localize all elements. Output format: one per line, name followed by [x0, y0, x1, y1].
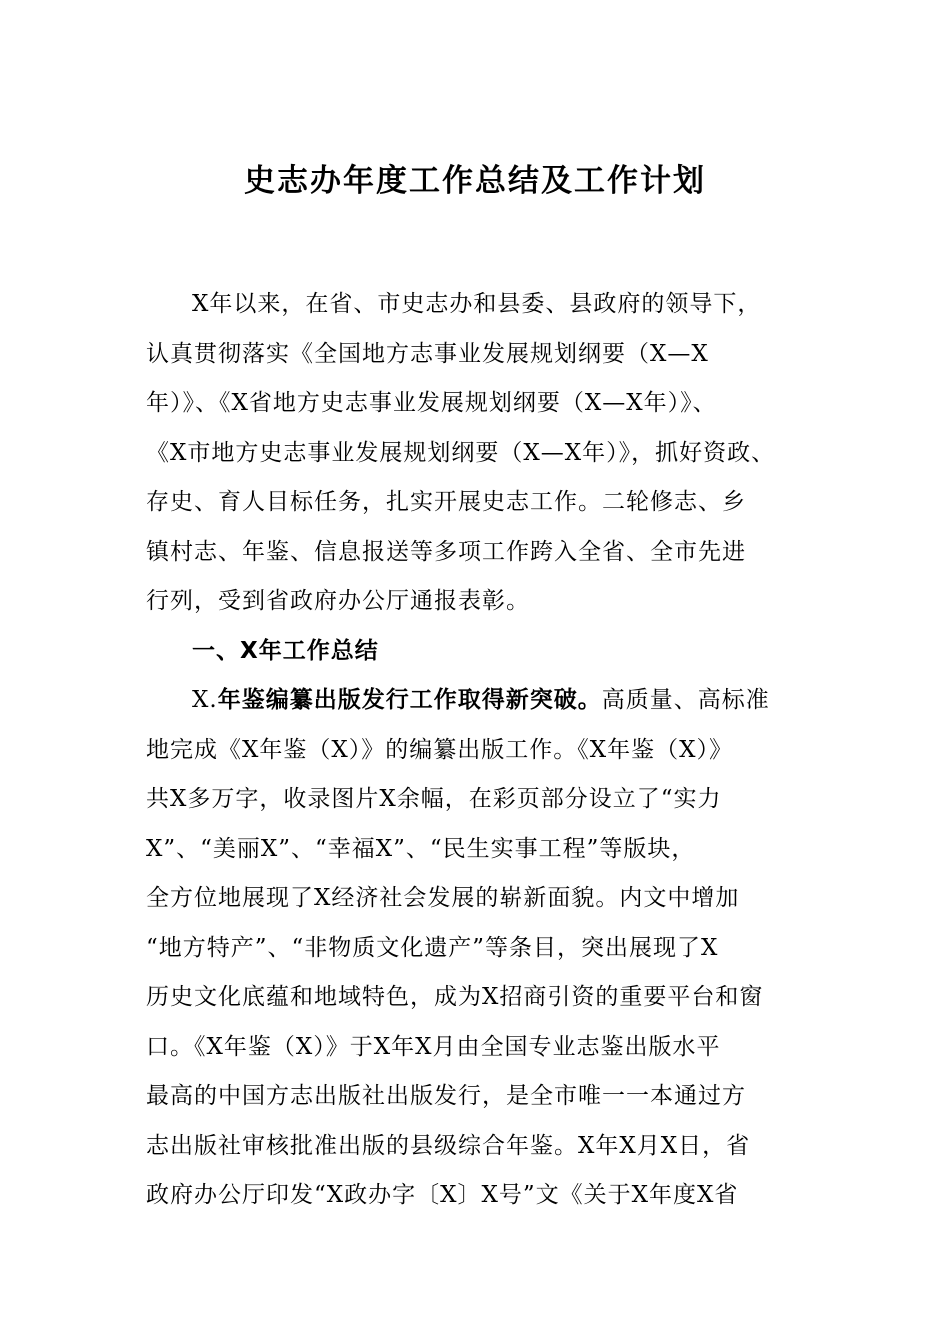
item-paragraph	[146, 676, 826, 1221]
text-line: 共X多万字，收录图片X余幅，在彩页部分设立了“实力	[146, 786, 722, 812]
text-line: 志出版社审核批准出版的县级综合年鉴。X年X月X日，省	[146, 1132, 751, 1159]
item-bold-lead: 年鉴编纂出版发行工作取得新突破。	[217, 687, 602, 713]
text-line: “地方特产”、“非物质文化遗产”等条目，突出展现了X	[146, 934, 719, 961]
text-line: 年）》、《X省地方史志事业发展规划纲要（X—X年）》、	[146, 390, 717, 416]
text-line: X年以来，在省、市史志办和县委、县政府的领导下，	[192, 291, 762, 317]
text-line	[146, 676, 826, 726]
text-line: X”、“美丽X”、“幸福X”、“民生实事工程”等版块，	[146, 835, 696, 862]
text-line: 口。《X年鉴（X）》于X年X月由全国专业志鉴出版水平	[146, 1033, 721, 1060]
section-heading: 一、X年工作总结	[192, 637, 379, 664]
document-title: 史志办年度工作总结及工作计划	[244, 163, 706, 199]
text-line: 《X市地方史志事业发展规划纲要（X—X年）》，抓好资政、	[146, 439, 776, 466]
item-number: X.	[192, 687, 218, 713]
text-line: 镇村志、年鉴、信息报送等多项工作跨入全省、全市先进	[146, 538, 746, 565]
intro-paragraph	[146, 280, 826, 627]
text-line: 地完成《X年鉴（X）》的编纂出版工作。《X年鉴（X）》	[146, 736, 733, 763]
document-body	[146, 280, 826, 1221]
text-line: 历史文化底蕴和地域特色，成为X招商引资的重要平台和窗	[146, 984, 764, 1010]
text-line: 最高的中国方志出版社出版发行，是全市唯一一本通过方	[146, 1083, 746, 1109]
text-line: 政府办公厅印发“X政办字〔X〕X号”文《关于X年度X省	[146, 1182, 739, 1208]
item-lead-rest: 高质量、高标准	[601, 687, 770, 713]
text-line: 存史、育人目标任务，扎实开展史志工作。二轮修志、乡	[146, 489, 746, 515]
text-line: 认真贯彻落实《全国地方志事业发展规划纲要（X—X	[146, 340, 709, 367]
text-line: 行列，受到省政府办公厅通报表彰。	[146, 588, 530, 614]
text-line: 全方位地展现了X经济社会发展的崭新面貌。内文中增加	[146, 885, 740, 911]
